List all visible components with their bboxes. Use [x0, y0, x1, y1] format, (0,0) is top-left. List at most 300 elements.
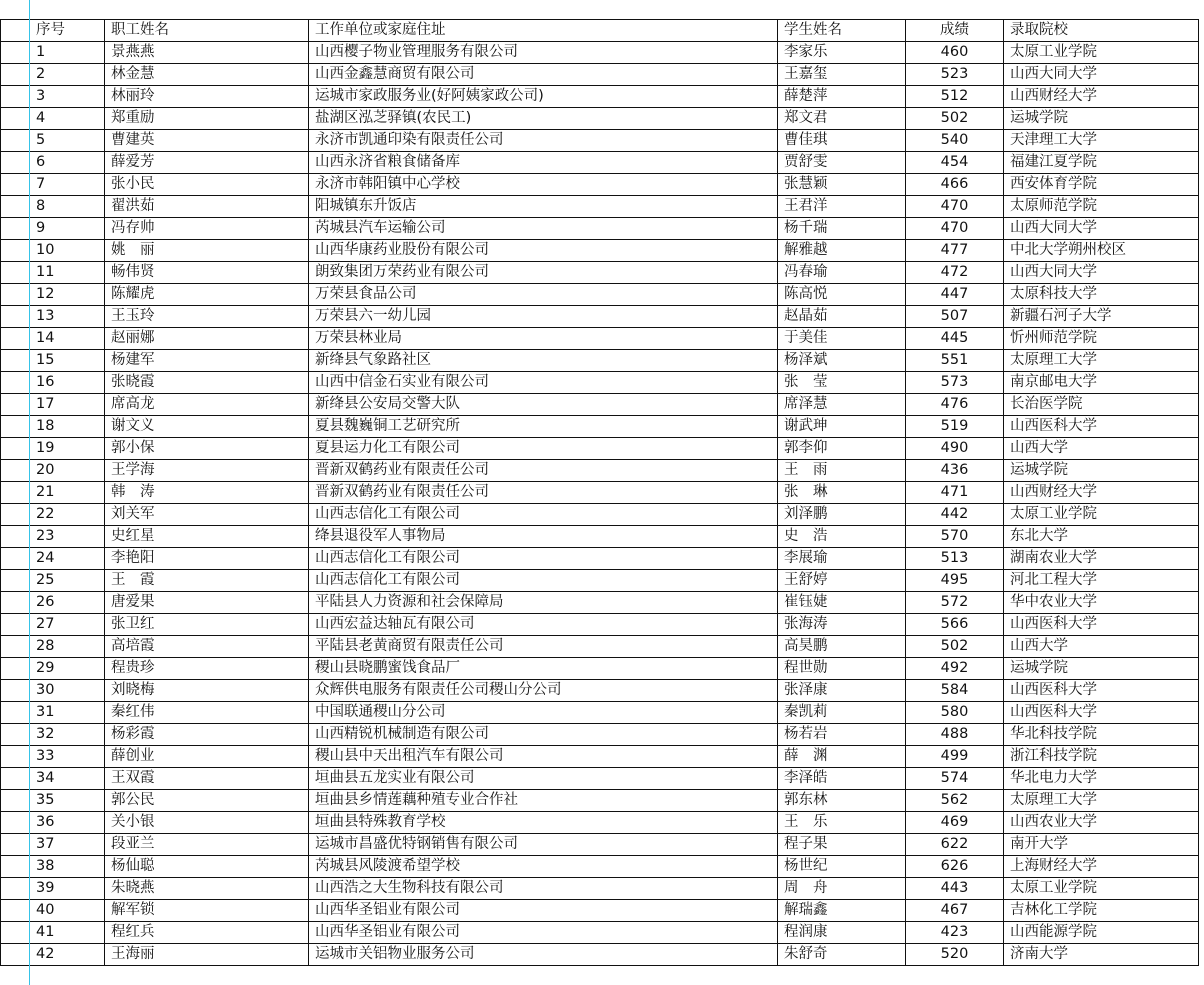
cell-student-name: 郭李仰	[778, 438, 906, 460]
cell-admitted-college: 山西医科大学	[1004, 614, 1199, 636]
cell-employee-name: 景燕燕	[105, 42, 309, 64]
header-cell-employee-name: 职工姓名	[105, 20, 309, 42]
row-gutter-cell	[1, 20, 30, 42]
table-row	[1, 284, 1199, 306]
cell-employee-name: 杨仙聪	[105, 856, 309, 878]
cell-admitted-college: 运城学院	[1004, 658, 1199, 680]
cell-work-unit: 平陆县老黄商贸有限责任公司	[309, 636, 778, 658]
cell-score: 466	[906, 174, 1004, 196]
cell-work-unit: 夏县运力化工有限公司	[309, 438, 778, 460]
cell-index: 41	[30, 922, 105, 944]
table-row	[1, 746, 1199, 768]
cell-score: 423	[906, 922, 1004, 944]
row-gutter-cell	[1, 328, 30, 350]
row-gutter-cell	[1, 460, 30, 482]
cell-index: 7	[30, 174, 105, 196]
cell-student-name: 秦凯莉	[778, 702, 906, 724]
cell-employee-name: 程红兵	[105, 922, 309, 944]
cell-employee-name: 陈耀虎	[105, 284, 309, 306]
cell-index: 29	[30, 658, 105, 680]
cell-score: 626	[906, 856, 1004, 878]
cell-student-name: 史 浩	[778, 526, 906, 548]
row-gutter-cell	[1, 130, 30, 152]
cell-score: 470	[906, 196, 1004, 218]
cell-admitted-college: 浙江科技学院	[1004, 746, 1199, 768]
cell-score: 445	[906, 328, 1004, 350]
cell-work-unit: 晋新双鹤药业有限责任公司	[309, 482, 778, 504]
cell-admitted-college: 太原理工大学	[1004, 350, 1199, 372]
cell-student-name: 解瑞鑫	[778, 900, 906, 922]
cell-work-unit: 垣曲县乡情莲藕种殖专业合作社	[309, 790, 778, 812]
cell-work-unit: 平陆县人力资源和社会保障局	[309, 592, 778, 614]
cell-index: 40	[30, 900, 105, 922]
cell-work-unit: 垣曲县特殊教育学校	[309, 812, 778, 834]
cell-index: 34	[30, 768, 105, 790]
cell-score: 471	[906, 482, 1004, 504]
table-row	[1, 680, 1199, 702]
cell-student-name: 杨泽斌	[778, 350, 906, 372]
cell-index: 30	[30, 680, 105, 702]
cell-index: 23	[30, 526, 105, 548]
cell-employee-name: 张晓霞	[105, 372, 309, 394]
cell-employee-name: 畅伟贤	[105, 262, 309, 284]
cell-admitted-college: 运城学院	[1004, 460, 1199, 482]
cell-score: 443	[906, 878, 1004, 900]
row-gutter-cell	[1, 856, 30, 878]
cell-admitted-college: 太原工业学院	[1004, 504, 1199, 526]
cell-index: 2	[30, 64, 105, 86]
cell-admitted-college: 西安体育学院	[1004, 174, 1199, 196]
cell-work-unit: 芮城县风陵渡希望学校	[309, 856, 778, 878]
cell-admitted-college: 山西农业大学	[1004, 812, 1199, 834]
row-gutter-cell	[1, 900, 30, 922]
table-row	[1, 460, 1199, 482]
header-cell-index: 序号	[30, 20, 105, 42]
table-row	[1, 878, 1199, 900]
cell-score: 454	[906, 152, 1004, 174]
row-gutter-cell	[1, 394, 30, 416]
cell-student-name: 王 雨	[778, 460, 906, 482]
table-row	[1, 790, 1199, 812]
header-cell-score: 成绩	[906, 20, 1004, 42]
cell-admitted-college: 山西大同大学	[1004, 218, 1199, 240]
cell-employee-name: 史红星	[105, 526, 309, 548]
cell-index: 19	[30, 438, 105, 460]
cell-score: 502	[906, 108, 1004, 130]
cell-admitted-college: 南京邮电大学	[1004, 372, 1199, 394]
cell-student-name: 王 乐	[778, 812, 906, 834]
cell-employee-name: 薛爱芳	[105, 152, 309, 174]
table-row	[1, 482, 1199, 504]
cell-employee-name: 程贵珍	[105, 658, 309, 680]
cell-student-name: 陈高悦	[778, 284, 906, 306]
cell-student-name: 张慧颖	[778, 174, 906, 196]
table-row	[1, 944, 1199, 966]
cell-work-unit: 山西宏益达轴瓦有限公司	[309, 614, 778, 636]
table-row	[1, 636, 1199, 658]
table-row	[1, 724, 1199, 746]
row-gutter-cell	[1, 64, 30, 86]
cell-employee-name: 秦红伟	[105, 702, 309, 724]
cell-work-unit: 山西志信化工有限公司	[309, 570, 778, 592]
cell-student-name: 张泽康	[778, 680, 906, 702]
cell-work-unit: 中国联通稷山分公司	[309, 702, 778, 724]
header-cell-student-name: 学生姓名	[778, 20, 906, 42]
cell-score: 523	[906, 64, 1004, 86]
cell-work-unit: 山西浩之大生物科技有限公司	[309, 878, 778, 900]
table-row	[1, 350, 1199, 372]
cell-employee-name: 刘关军	[105, 504, 309, 526]
row-gutter-cell	[1, 768, 30, 790]
cell-index: 20	[30, 460, 105, 482]
cell-admitted-college: 山西能源学院	[1004, 922, 1199, 944]
cell-work-unit: 芮城县汽车运输公司	[309, 218, 778, 240]
cell-admitted-college: 华北科技学院	[1004, 724, 1199, 746]
cell-employee-name: 林丽玲	[105, 86, 309, 108]
cell-employee-name: 郑重励	[105, 108, 309, 130]
cell-student-name: 李家乐	[778, 42, 906, 64]
cell-employee-name: 翟洪茹	[105, 196, 309, 218]
cell-student-name: 崔钰婕	[778, 592, 906, 614]
cell-employee-name: 韩 涛	[105, 482, 309, 504]
cell-admitted-college: 南开大学	[1004, 834, 1199, 856]
cell-index: 21	[30, 482, 105, 504]
cell-work-unit: 运城市昌盛优特钢销售有限公司	[309, 834, 778, 856]
cell-work-unit: 山西志信化工有限公司	[309, 548, 778, 570]
cell-employee-name: 薛创业	[105, 746, 309, 768]
cell-student-name: 程子果	[778, 834, 906, 856]
row-gutter-cell	[1, 834, 30, 856]
cell-employee-name: 解军锁	[105, 900, 309, 922]
cell-index: 10	[30, 240, 105, 262]
cell-admitted-college: 山西医科大学	[1004, 416, 1199, 438]
cell-work-unit: 万荣县六一幼儿园	[309, 306, 778, 328]
cell-score: 477	[906, 240, 1004, 262]
cell-admitted-college: 运城学院	[1004, 108, 1199, 130]
cell-index: 14	[30, 328, 105, 350]
table-row	[1, 108, 1199, 130]
table-body	[1, 42, 1199, 966]
cell-student-name: 杨世纪	[778, 856, 906, 878]
cell-admitted-college: 山西医科大学	[1004, 680, 1199, 702]
cell-work-unit: 万荣县食品公司	[309, 284, 778, 306]
data-table	[0, 19, 1199, 966]
cell-index: 6	[30, 152, 105, 174]
cell-score: 520	[906, 944, 1004, 966]
cell-admitted-college: 华中农业大学	[1004, 592, 1199, 614]
cell-work-unit: 山西中信金石实业有限公司	[309, 372, 778, 394]
cell-student-name: 于美佳	[778, 328, 906, 350]
cell-score: 472	[906, 262, 1004, 284]
cell-index: 13	[30, 306, 105, 328]
cell-admitted-college: 太原工业学院	[1004, 42, 1199, 64]
cell-work-unit: 夏县魏巍铜工艺研究所	[309, 416, 778, 438]
cell-employee-name: 段亚兰	[105, 834, 309, 856]
cell-work-unit: 运城市关铝物业服务公司	[309, 944, 778, 966]
cell-score: 492	[906, 658, 1004, 680]
table-row	[1, 218, 1199, 240]
cell-index: 15	[30, 350, 105, 372]
cell-work-unit: 山西樱子物业管理服务有限公司	[309, 42, 778, 64]
table-row	[1, 416, 1199, 438]
cell-student-name: 曹佳琪	[778, 130, 906, 152]
header-row	[1, 20, 1199, 42]
cell-work-unit: 运城市家政服务业(好阿姨家政公司)	[309, 86, 778, 108]
cell-student-name: 杨千瑞	[778, 218, 906, 240]
cell-index: 33	[30, 746, 105, 768]
cell-employee-name: 姚 丽	[105, 240, 309, 262]
cell-admitted-college: 长治医学院	[1004, 394, 1199, 416]
cell-work-unit: 山西华圣铝业有限公司	[309, 900, 778, 922]
cell-student-name: 杨若岩	[778, 724, 906, 746]
row-gutter-cell	[1, 416, 30, 438]
cell-score: 502	[906, 636, 1004, 658]
row-gutter-cell	[1, 174, 30, 196]
cell-index: 5	[30, 130, 105, 152]
header-cell-admitted-college: 录取院校	[1004, 20, 1199, 42]
row-gutter-cell	[1, 592, 30, 614]
cell-student-name: 张 莹	[778, 372, 906, 394]
cell-index: 42	[30, 944, 105, 966]
row-gutter-cell	[1, 152, 30, 174]
cell-employee-name: 关小银	[105, 812, 309, 834]
cell-admitted-college: 山西财经大学	[1004, 86, 1199, 108]
cell-employee-name: 王双霞	[105, 768, 309, 790]
table-row	[1, 174, 1199, 196]
cell-index: 1	[30, 42, 105, 64]
table-row	[1, 152, 1199, 174]
table-row	[1, 768, 1199, 790]
table-row	[1, 812, 1199, 834]
table-row	[1, 372, 1199, 394]
cell-work-unit: 稷山县晓鹏蜜饯食品厂	[309, 658, 778, 680]
cell-student-name: 郭东林	[778, 790, 906, 812]
cell-work-unit: 绛县退役军人事物局	[309, 526, 778, 548]
cell-score: 573	[906, 372, 1004, 394]
table-row	[1, 658, 1199, 680]
row-gutter-cell	[1, 372, 30, 394]
cell-score: 499	[906, 746, 1004, 768]
cell-index: 24	[30, 548, 105, 570]
cell-index: 26	[30, 592, 105, 614]
cell-admitted-college: 山西大同大学	[1004, 262, 1199, 284]
cell-index: 12	[30, 284, 105, 306]
cell-score: 580	[906, 702, 1004, 724]
cell-employee-name: 席高龙	[105, 394, 309, 416]
cell-score: 488	[906, 724, 1004, 746]
row-gutter-cell	[1, 86, 30, 108]
cell-index: 16	[30, 372, 105, 394]
row-gutter-cell	[1, 746, 30, 768]
table-row	[1, 196, 1199, 218]
cell-employee-name: 杨彩霞	[105, 724, 309, 746]
cell-student-name: 解雅越	[778, 240, 906, 262]
cell-student-name: 张 琳	[778, 482, 906, 504]
table-row	[1, 900, 1199, 922]
cell-admitted-college: 上海财经大学	[1004, 856, 1199, 878]
cell-student-name: 王嘉玺	[778, 64, 906, 86]
cell-index: 9	[30, 218, 105, 240]
cell-employee-name: 曹建英	[105, 130, 309, 152]
cell-student-name: 高昊鹏	[778, 636, 906, 658]
cell-score: 513	[906, 548, 1004, 570]
cell-index: 3	[30, 86, 105, 108]
table-row	[1, 42, 1199, 64]
cell-student-name: 周 舟	[778, 878, 906, 900]
table-row	[1, 394, 1199, 416]
cell-employee-name: 李艳阳	[105, 548, 309, 570]
cell-employee-name: 郭小保	[105, 438, 309, 460]
row-gutter-cell	[1, 944, 30, 966]
cell-student-name: 程润康	[778, 922, 906, 944]
row-gutter-cell	[1, 658, 30, 680]
cell-index: 31	[30, 702, 105, 724]
cell-student-name: 李展瑜	[778, 548, 906, 570]
cell-score: 436	[906, 460, 1004, 482]
cell-work-unit: 永济市韩阳镇中心学校	[309, 174, 778, 196]
cell-index: 25	[30, 570, 105, 592]
cell-index: 32	[30, 724, 105, 746]
cell-employee-name: 张卫红	[105, 614, 309, 636]
cell-employee-name: 王学海	[105, 460, 309, 482]
cell-score: 572	[906, 592, 1004, 614]
cell-work-unit: 盐湖区泓芝驿镇(农民工)	[309, 108, 778, 130]
cell-admitted-college: 山西大学	[1004, 636, 1199, 658]
cell-admitted-college: 太原师范学院	[1004, 196, 1199, 218]
cell-index: 38	[30, 856, 105, 878]
cell-score: 442	[906, 504, 1004, 526]
cell-employee-name: 王海丽	[105, 944, 309, 966]
cell-score: 562	[906, 790, 1004, 812]
cell-score: 551	[906, 350, 1004, 372]
cell-index: 27	[30, 614, 105, 636]
cell-index: 17	[30, 394, 105, 416]
cell-work-unit: 阳城镇东升饭店	[309, 196, 778, 218]
table-row	[1, 262, 1199, 284]
cell-score: 490	[906, 438, 1004, 460]
cell-score: 476	[906, 394, 1004, 416]
cell-index: 35	[30, 790, 105, 812]
cell-index: 8	[30, 196, 105, 218]
cell-work-unit: 万荣县林业局	[309, 328, 778, 350]
cell-work-unit: 新绛县公安局交警大队	[309, 394, 778, 416]
row-gutter-cell	[1, 812, 30, 834]
cell-employee-name: 杨建军	[105, 350, 309, 372]
cell-student-name: 冯春瑜	[778, 262, 906, 284]
cell-work-unit: 朗致集团万荣药业有限公司	[309, 262, 778, 284]
cell-score: 512	[906, 86, 1004, 108]
cell-employee-name: 谢文义	[105, 416, 309, 438]
cell-score: 622	[906, 834, 1004, 856]
table-row	[1, 130, 1199, 152]
row-gutter-cell	[1, 438, 30, 460]
cell-admitted-college: 山西医科大学	[1004, 702, 1199, 724]
table-row	[1, 438, 1199, 460]
row-gutter-cell	[1, 482, 30, 504]
table-row	[1, 548, 1199, 570]
cell-score: 566	[906, 614, 1004, 636]
cell-work-unit: 山西金鑫慧商贸有限公司	[309, 64, 778, 86]
cell-student-name: 薛 渊	[778, 746, 906, 768]
cell-work-unit: 稷山县中天出租汽车有限公司	[309, 746, 778, 768]
cell-index: 28	[30, 636, 105, 658]
table-row	[1, 86, 1199, 108]
cell-student-name: 刘泽鹏	[778, 504, 906, 526]
cell-index: 37	[30, 834, 105, 856]
table-row	[1, 328, 1199, 350]
cell-admitted-college: 山西财经大学	[1004, 482, 1199, 504]
cell-employee-name: 刘晓梅	[105, 680, 309, 702]
row-gutter-cell	[1, 284, 30, 306]
cell-work-unit: 山西永济省粮食储备库	[309, 152, 778, 174]
cell-admitted-college: 中北大学朔州校区	[1004, 240, 1199, 262]
row-gutter-cell	[1, 702, 30, 724]
cell-admitted-college: 新疆石河子大学	[1004, 306, 1199, 328]
cell-employee-name: 冯存帅	[105, 218, 309, 240]
cell-student-name: 王君洋	[778, 196, 906, 218]
cell-score: 574	[906, 768, 1004, 790]
cell-score: 470	[906, 218, 1004, 240]
cell-admitted-college: 华北电力大学	[1004, 768, 1199, 790]
cell-student-name: 程世勋	[778, 658, 906, 680]
table-row	[1, 834, 1199, 856]
table-row	[1, 922, 1199, 944]
cell-admitted-college: 吉林化工学院	[1004, 900, 1199, 922]
cell-score: 460	[906, 42, 1004, 64]
cell-employee-name: 张小民	[105, 174, 309, 196]
cell-employee-name: 朱晓燕	[105, 878, 309, 900]
row-gutter-cell	[1, 724, 30, 746]
cell-score: 584	[906, 680, 1004, 702]
row-gutter-cell	[1, 262, 30, 284]
row-gutter-cell	[1, 306, 30, 328]
cell-student-name: 薛楚萍	[778, 86, 906, 108]
row-gutter-cell	[1, 922, 30, 944]
row-gutter-cell	[1, 196, 30, 218]
cell-work-unit: 山西华康药业股份有限公司	[309, 240, 778, 262]
cell-score: 467	[906, 900, 1004, 922]
row-gutter-cell	[1, 42, 30, 64]
cell-score: 519	[906, 416, 1004, 438]
cell-score: 447	[906, 284, 1004, 306]
cell-index: 4	[30, 108, 105, 130]
cell-index: 11	[30, 262, 105, 284]
cell-index: 22	[30, 504, 105, 526]
table-row	[1, 64, 1199, 86]
cell-admitted-college: 山西大学	[1004, 438, 1199, 460]
table-row	[1, 702, 1199, 724]
cell-student-name: 谢武珅	[778, 416, 906, 438]
cell-employee-name: 王玉玲	[105, 306, 309, 328]
row-gutter-cell	[1, 790, 30, 812]
cell-score: 540	[906, 130, 1004, 152]
table-row	[1, 570, 1199, 592]
cell-work-unit: 永济市凯通印染有限责任公司	[309, 130, 778, 152]
cell-admitted-college: 太原工业学院	[1004, 878, 1199, 900]
cell-admitted-college: 福建江夏学院	[1004, 152, 1199, 174]
cell-index: 39	[30, 878, 105, 900]
row-gutter-cell	[1, 240, 30, 262]
row-gutter-cell	[1, 218, 30, 240]
row-gutter-cell	[1, 614, 30, 636]
cell-employee-name: 赵丽娜	[105, 328, 309, 350]
table-row	[1, 240, 1199, 262]
cell-student-name: 张海涛	[778, 614, 906, 636]
cell-work-unit: 新绛县气象路社区	[309, 350, 778, 372]
cell-employee-name: 唐爱果	[105, 592, 309, 614]
row-gutter-cell	[1, 526, 30, 548]
cell-student-name: 王舒婷	[778, 570, 906, 592]
